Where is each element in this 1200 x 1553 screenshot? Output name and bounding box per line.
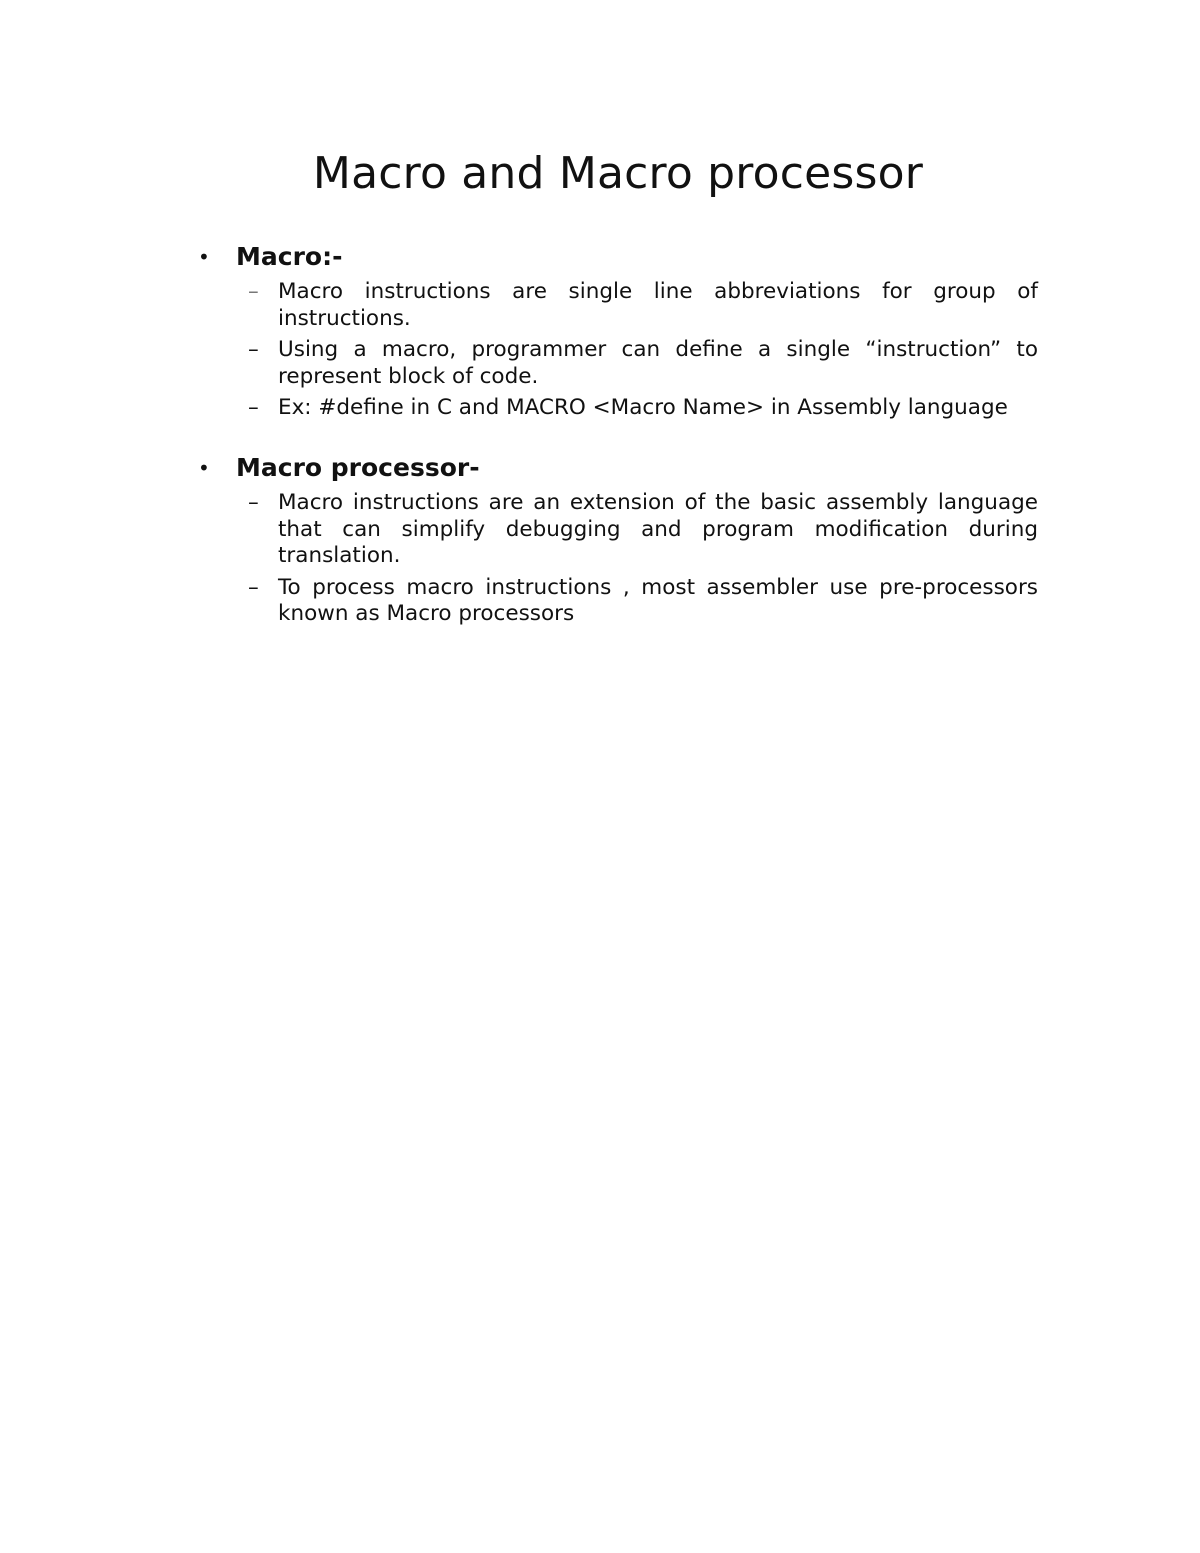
- list-item-text: Using a macro, programmer can define a single “instruction” to represent block of code.: [278, 337, 1038, 389]
- list-item: [198, 279, 1038, 332]
- list-item: [198, 490, 1038, 570]
- dash-icon: –: [248, 337, 259, 362]
- macro-item-list: [198, 279, 1038, 422]
- list-item-text: Macro instructions are single line abbreviations for group of instructions.: [278, 279, 1038, 331]
- list-item-text: Macro instructions are an extension of the basic assembly language that can simplify debugging and program modification during translation.: [278, 490, 1038, 568]
- dash-icon: –: [248, 279, 259, 304]
- page-title: Macro and Macro processor: [312, 148, 924, 199]
- bullet-icon: •: [198, 456, 210, 480]
- list-item-text: To process macro instructions , most assembler use pre-processors known as Macro processors: [278, 574, 1038, 626]
- list-item-text: Ex: #define in C and MACRO <Macro Name> in Assembly language: [278, 395, 1008, 420]
- list-item: [198, 575, 1038, 628]
- section-title-macro-processor: Macro processor-: [236, 453, 480, 482]
- list-item: [198, 337, 1038, 390]
- bullet-icon: •: [198, 245, 210, 269]
- section-heading: [198, 451, 1038, 485]
- section-title-macro: Macro:-: [236, 242, 343, 271]
- section-macro: [198, 240, 1038, 422]
- dash-icon: –: [248, 395, 259, 420]
- section-heading: [198, 240, 1038, 274]
- macro-processor-item-list: [198, 490, 1038, 628]
- section-macro-processor: [198, 451, 1038, 628]
- list-item: [198, 395, 1038, 422]
- dash-icon: –: [248, 490, 259, 515]
- dash-icon: –: [248, 574, 259, 600]
